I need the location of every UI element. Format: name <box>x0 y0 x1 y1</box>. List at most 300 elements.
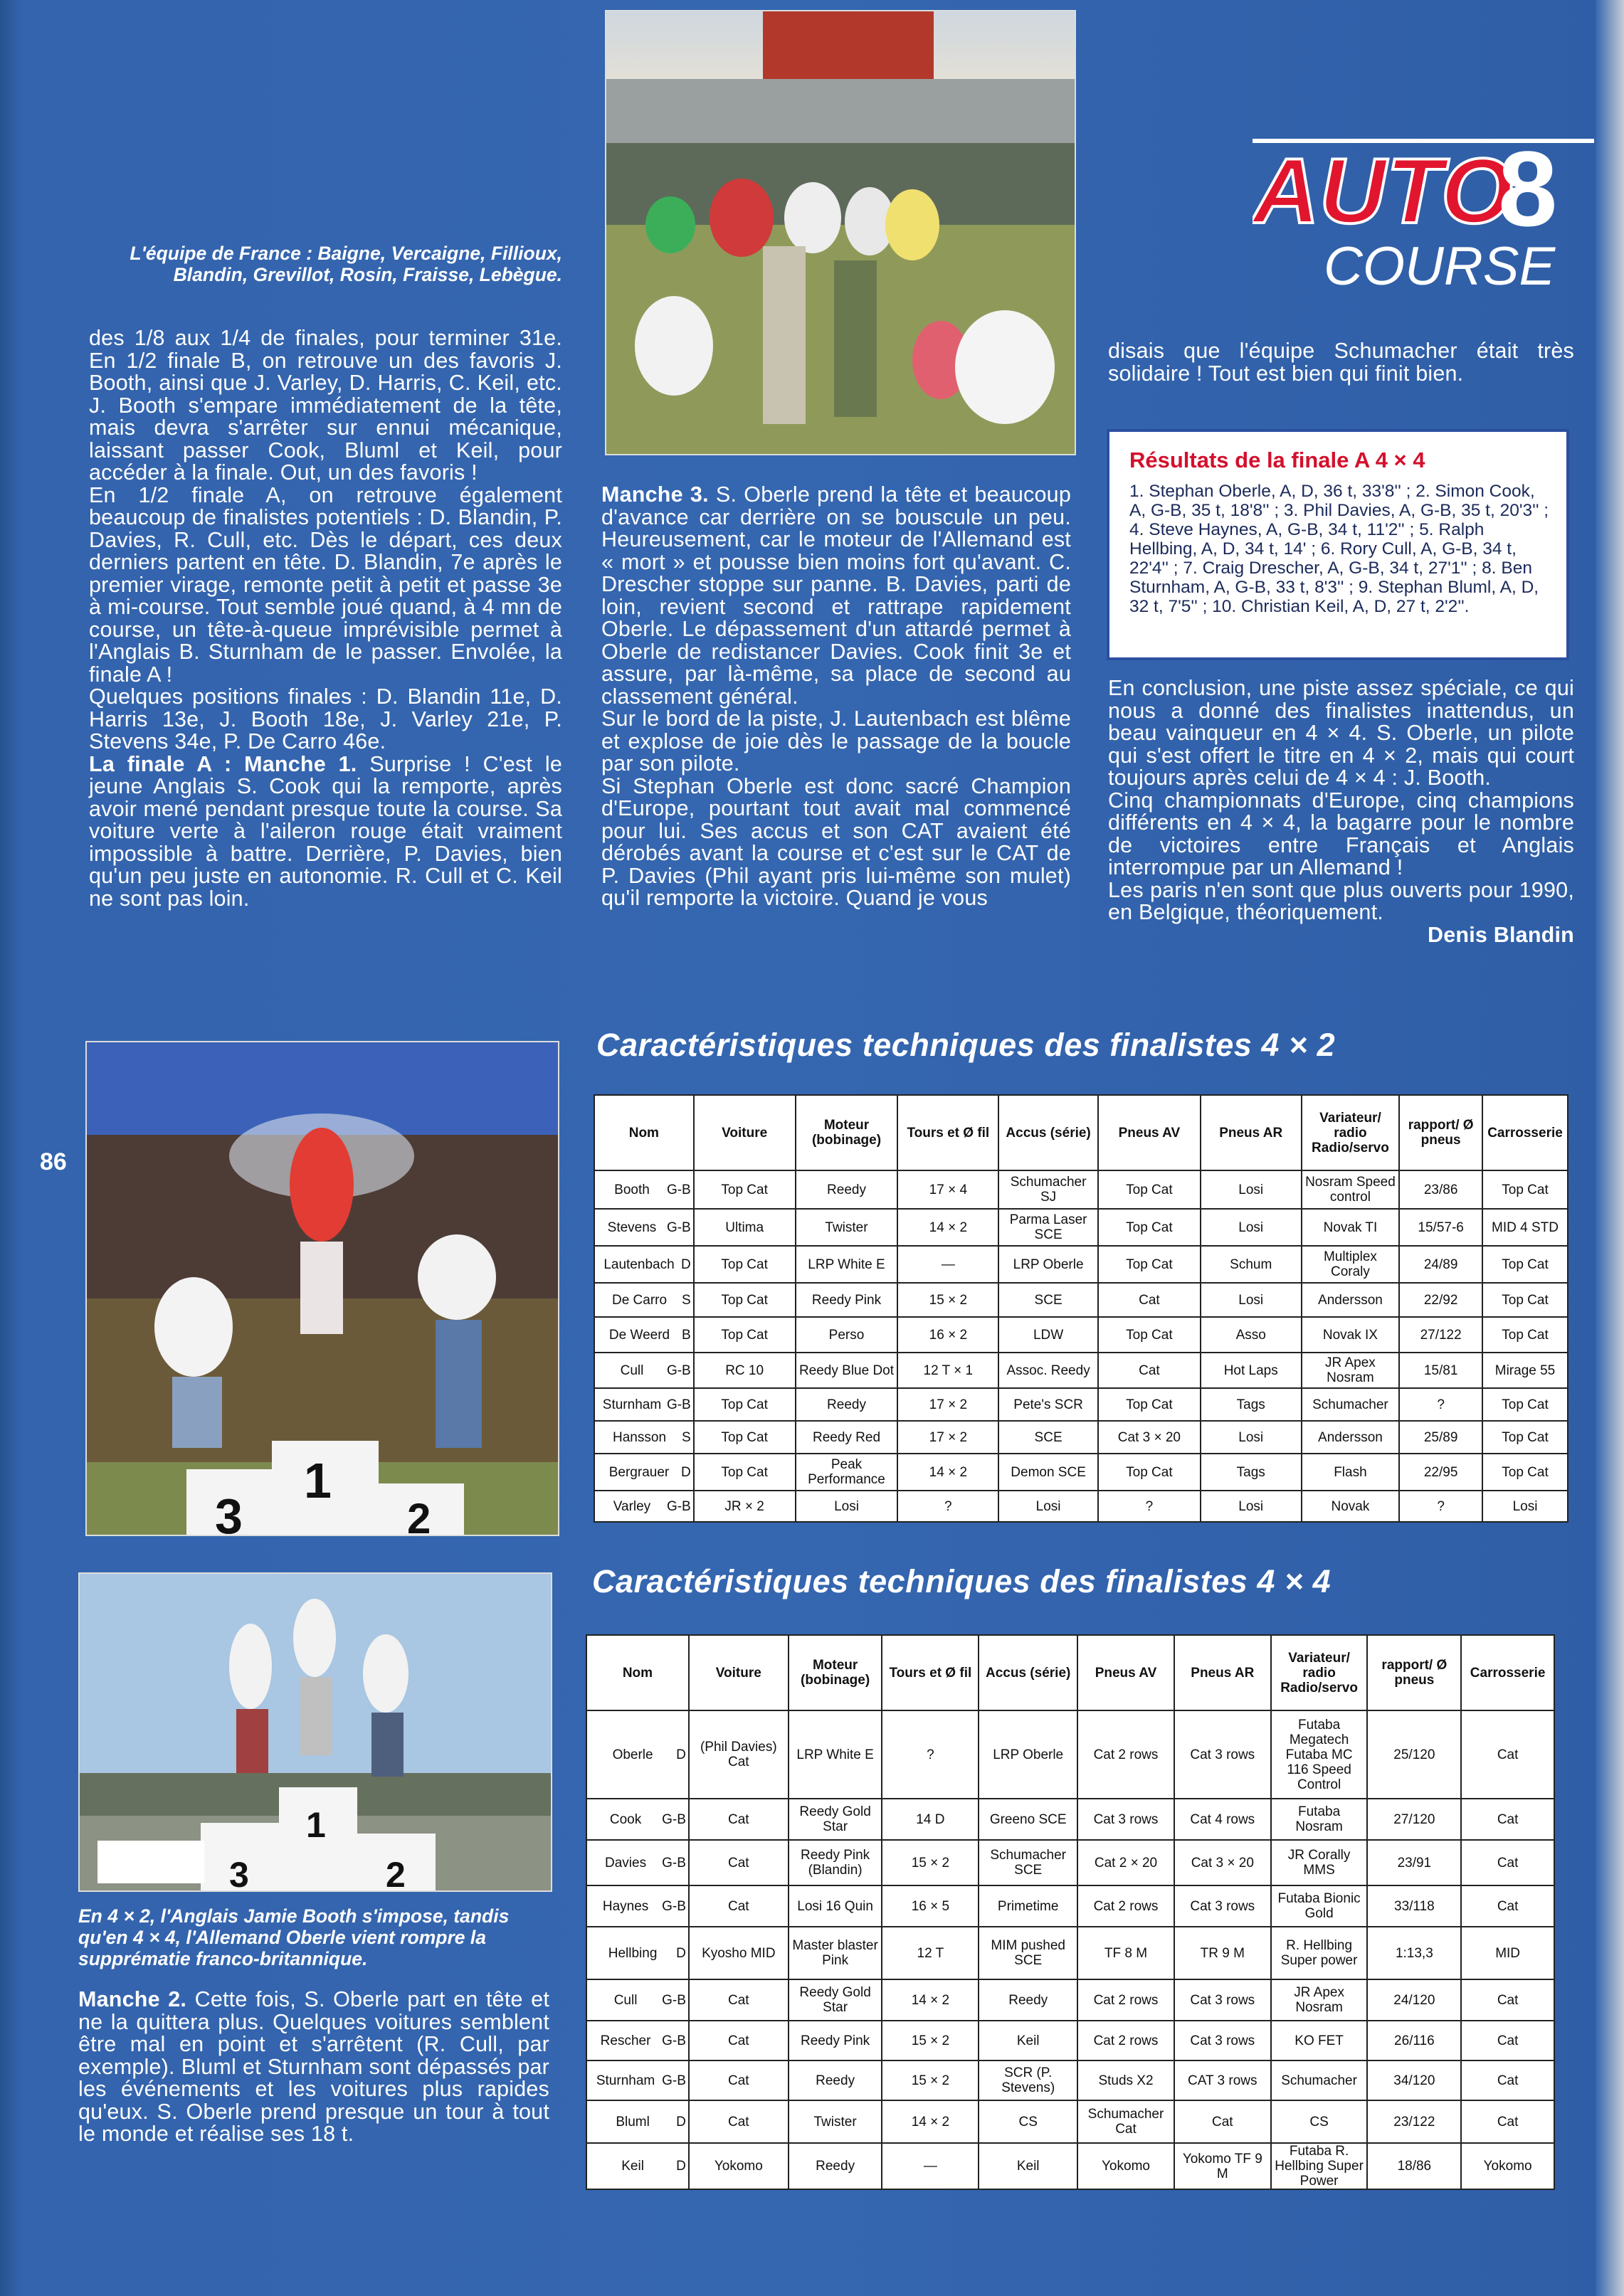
table-cell: Cat <box>1461 1885 1554 1927</box>
table-cell: Nosram Speed control <box>1302 1170 1400 1209</box>
table-cell: Futaba Nosram <box>1271 1799 1368 1840</box>
table-row <box>586 1927 1554 1979</box>
table-cell: Top Cat <box>694 1388 796 1421</box>
table-cell: Cat <box>689 1799 789 1840</box>
driver-country: G-B <box>666 1397 691 1412</box>
driver-name: De Carro <box>611 1292 668 1308</box>
manche3-heading: Manche 3. <box>601 482 709 507</box>
table-cell: LRP Oberle <box>979 1710 1077 1799</box>
table-cell: 23/86 <box>1399 1170 1482 1209</box>
table-cell: SCE <box>998 1283 1098 1317</box>
driver-name: Lautenbach <box>603 1257 675 1272</box>
table-cell: Cat <box>1461 2060 1554 2100</box>
table-cell: 22/95 <box>1399 1454 1482 1491</box>
driver-name: Booth <box>614 1182 650 1197</box>
finale-manche1-heading: La finale A : Manche 1. <box>89 751 357 776</box>
table-cell: CS <box>979 2100 1077 2143</box>
logo-course-text: COURSE <box>1324 236 1556 297</box>
table-cell: ? <box>897 1491 998 1522</box>
table-cell: Top Cat <box>1098 1388 1201 1421</box>
table-cell: Cat <box>1461 1979 1554 2021</box>
table-cell: JR × 2 <box>694 1491 796 1522</box>
table-tech-4x4 <box>586 1634 1555 2190</box>
table-cell: 27/120 <box>1367 1799 1461 1840</box>
article-col1-bottom <box>78 1989 549 2146</box>
table-cell: Top Cat <box>1482 1317 1568 1353</box>
driver-name: Davies <box>605 1855 647 1871</box>
driver-country: D <box>676 2159 686 2174</box>
driver-name: De Weerd <box>608 1327 670 1343</box>
para-manche2 <box>78 1989 549 2146</box>
driver-country: D <box>676 1945 686 1961</box>
table-cell: Cat <box>1461 2100 1554 2143</box>
table-cell: Primetime <box>979 1885 1077 1927</box>
table-cell: Cat 3 rows <box>1174 1885 1271 1927</box>
driver-name: Haynes <box>602 1898 649 1914</box>
table-cell: Master blaster Pink <box>789 1927 882 1979</box>
table-cell: Losi <box>1201 1491 1302 1522</box>
table-cell: LRP White E <box>789 1710 882 1799</box>
results-title: Résultats de la finale A 4 × 4 <box>1129 448 1425 472</box>
podium2-number-2: 2 <box>386 1855 406 1890</box>
table-cell: 18/86 <box>1367 2143 1461 2189</box>
caption-team-france: L'équipe de France : Baigne, Vercaigne, Fillioux, Blandin, Grevillot, Rosin, Fraisse, Lebègue. <box>130 243 562 285</box>
driver-name: Cull <box>613 1992 638 2008</box>
table-row <box>594 1388 1568 1421</box>
driver-name: Sturnham <box>596 2073 655 2088</box>
table-cell: 22/92 <box>1399 1283 1482 1317</box>
table-cell: Reedy Pink <box>789 2021 882 2060</box>
col-header: Pneus AR <box>1174 1635 1271 1710</box>
driver-country: D <box>680 1257 691 1272</box>
table-row <box>594 1491 1568 1522</box>
col-header: Nom <box>594 1095 694 1170</box>
cell-name <box>594 1388 694 1421</box>
driver-name: Cull <box>620 1363 644 1378</box>
table-cell: Cat <box>1098 1353 1201 1388</box>
col-header: Pneus AV <box>1098 1095 1201 1170</box>
table-cell: — <box>882 2143 979 2189</box>
table-tech-4x2 <box>594 1094 1568 1523</box>
table-cell: Tags <box>1201 1388 1302 1421</box>
cell-name <box>594 1170 694 1209</box>
table-cell: Top Cat <box>694 1170 796 1209</box>
col-header: Carrosserie <box>1482 1095 1568 1170</box>
table-row <box>594 1170 1568 1209</box>
driver-country: D <box>676 2114 686 2130</box>
cell-name <box>594 1209 694 1246</box>
table-cell: Top Cat <box>1098 1170 1201 1209</box>
table-cell: Top Cat <box>1482 1421 1568 1454</box>
table-cell: 23/122 <box>1367 2100 1461 2143</box>
cell-name <box>586 2021 689 2060</box>
results-box-finale-4x4 <box>1107 429 1569 660</box>
table-row <box>594 1353 1568 1388</box>
article-col2 <box>601 484 1071 910</box>
para-semifinal-b: des 1/8 aux 1/4 de finales, pour terminer 31e. En 1/2 finale B, on retrouve un des favoris J. Booth, ainsi que J. Varley, D. Harris, C. Keil, etc. J. Booth s'empare immédiatement de la tête, mais devra s'arrêter sur ennui mécanique, laissant passer Cook, Bluml et Keil, pour accéder à la finale. Out, un des favoris ! <box>89 326 562 485</box>
table-cell: JR Apex Nosram <box>1271 1979 1368 2021</box>
table-row <box>586 1885 1554 1927</box>
table-cell: SCR (P. Stevens) <box>979 2060 1077 2100</box>
auto8-course-logo <box>1253 139 1594 302</box>
driver-name: Sturnham <box>602 1397 662 1412</box>
para-champion: Si Stephan Oberle est donc sacré Champion d'Europe, pourtant tout avait mal commencé pour lui. Ses accus et son CAT avaient été dérobés avant la course et c'est sur le CAT de P. Davies (Phil ayant pris lui-même son mulet) qu'il remporte la victoire. Quand je vous <box>601 773 1071 910</box>
para-conclusion: En conclusion, une piste assez spéciale, ce qui nous a donné des finalistes inattendus, un beau vainqueur en 4 × 4. S. Oberle, un pilote qui s'est offert le titre en 4 × 2, mais qui court toujours après celui de 4 × 4 : J. Booth. <box>1108 676 1574 790</box>
photo-team-france <box>605 10 1076 455</box>
table-cell: 17 × 4 <box>897 1170 998 1209</box>
article-col3-top <box>1108 340 1574 385</box>
table-cell: KO FET <box>1271 2021 1368 2060</box>
col-header: rapport/ Ø pneus <box>1367 1635 1461 1710</box>
table-row <box>594 1421 1568 1454</box>
table-cell: TF 8 M <box>1077 1927 1174 1979</box>
table-cell: 24/89 <box>1399 1246 1482 1283</box>
table-cell: Multiplex Coraly <box>1302 1246 1400 1283</box>
table-cell: Losi <box>1201 1421 1302 1454</box>
cell-name <box>586 2060 689 2100</box>
table-cell: Cat <box>1461 2021 1554 2060</box>
table-cell: 12 T <box>882 1927 979 1979</box>
table-cell: Losi <box>1482 1491 1568 1522</box>
table-cell: Losi <box>998 1491 1098 1522</box>
table-cell: 16 × 5 <box>882 1885 979 1927</box>
table-cell: Top Cat <box>1098 1454 1201 1491</box>
table-cell: Novak <box>1302 1491 1400 1522</box>
table-cell: TR 9 M <box>1174 1927 1271 1979</box>
table-cell: Cat 3 × 20 <box>1174 1840 1271 1885</box>
table-cell: ? <box>1399 1491 1482 1522</box>
col-header: Accus (série) <box>998 1095 1098 1170</box>
table-cell: — <box>897 1246 998 1283</box>
table-cell: Cat <box>689 1840 789 1885</box>
table-cell: 16 × 2 <box>897 1317 998 1353</box>
cell-name <box>594 1454 694 1491</box>
table-cell: Schumacher Cat <box>1077 2100 1174 2143</box>
podium-number-1: 1 <box>304 1453 332 1508</box>
col-header: Moteur (bobinage) <box>789 1635 882 1710</box>
article-col1-top <box>89 327 562 910</box>
table-cell: Cat <box>689 2021 789 2060</box>
table-cell: Losi <box>1201 1170 1302 1209</box>
driver-name: Cook <box>609 1811 642 1827</box>
col-header: Variateur/ radio Radio/servo <box>1271 1635 1368 1710</box>
table-cell: Cat 3 rows <box>1174 1979 1271 2021</box>
driver-country: G-B <box>662 2073 686 2088</box>
table-4x2-header-row <box>594 1095 1568 1170</box>
caption-booth-oberle: En 4 × 2, l'Anglais Jamie Booth s'impose, tandis qu'en 4 × 4, l'Allemand Oberle vient rompre la supprématie franco-britannique. <box>78 1905 510 1969</box>
table-cell: 33/118 <box>1367 1885 1461 1927</box>
table-cell: Greeno SCE <box>979 1799 1077 1840</box>
table-cell: 15 × 2 <box>882 1840 979 1885</box>
table-cell: CAT 3 rows <box>1174 2060 1271 2100</box>
table-row <box>594 1454 1568 1491</box>
table-cell: Yokomo TF 9 M <box>1174 2143 1271 2189</box>
finale-manche1-text: Surprise ! C'est le jeune Anglais S. Cook qui la remporte, après avoir mené pendant presque toute la course. Sa voiture verte à l'aileron rouge était vraiment impossible à battre. Derrière, P. Davies, bien qu'un peu juste en autonomie. R. Cull et C. Keil ne sont pas loin. <box>89 751 562 911</box>
table-cell: Reedy <box>979 1979 1077 2021</box>
table-cell: Keil <box>979 2143 1077 2189</box>
col-header: Voiture <box>694 1095 796 1170</box>
table-cell: Cat <box>1461 1840 1554 1885</box>
table-cell: Keil <box>979 2021 1077 2060</box>
manche2-text: Cette fois, S. Oberle part en tête et ne la quittera plus. Quelques voitures semblent être mal en point et s'arrêtent (R. Cull, par exemple). Bluml et Sturnham sont dépassés par les événements et les voitures plus rapides qu'eux. S. Oberle prend presque un tour à tout le monde et réalise ses 18 t. <box>78 1987 549 2146</box>
table-cell: Reedy <box>796 1170 898 1209</box>
driver-country: G-B <box>666 1498 691 1514</box>
driver-country: G-B <box>662 1992 686 2008</box>
table-cell: Top Cat <box>694 1317 796 1353</box>
table-cell: Asso <box>1201 1317 1302 1353</box>
table-row <box>586 2143 1554 2189</box>
table-cell: Futaba R. Hellbing Super Power <box>1271 2143 1368 2189</box>
table-cell: LRP Oberle <box>998 1246 1098 1283</box>
table-cell: Top Cat <box>1482 1246 1568 1283</box>
table-cell: Pete's SCR <box>998 1388 1098 1421</box>
article-col3-bottom <box>1108 677 1574 946</box>
table-cell: Top Cat <box>1098 1209 1201 1246</box>
col-header: rapport/ Ø pneus <box>1399 1095 1482 1170</box>
table-cell: Top Cat <box>694 1283 796 1317</box>
para-final-positions: Quelques positions finales : D. Blandin 11e, D. Harris 13e, J. Booth 18e, J. Varley 21e, P. Stevens 34e, P. De Carro 46e. <box>89 684 562 753</box>
table-cell: Futaba Bionic Gold <box>1271 1885 1368 1927</box>
col-header: Nom <box>586 1635 689 1710</box>
table-cell: 1:13,3 <box>1367 1927 1461 1979</box>
table-cell: Reedy <box>796 1388 898 1421</box>
table-cell: ? <box>1098 1491 1201 1522</box>
page-number: 86 <box>40 1148 67 1175</box>
podium-number-2: 2 <box>407 1495 431 1535</box>
table-cell: Mirage 55 <box>1482 1353 1568 1388</box>
table-cell: (Phil Davies) Cat <box>689 1710 789 1799</box>
driver-name: Hellbing <box>608 1945 658 1961</box>
table-row <box>594 1317 1568 1353</box>
table-cell: Cat 3 × 20 <box>1098 1421 1201 1454</box>
driver-name: Varley <box>613 1498 651 1514</box>
table-row <box>586 1799 1554 1840</box>
table-cell: Futaba Megatech Futaba MC 116 Speed Control <box>1271 1710 1368 1799</box>
table-cell: MID 4 STD <box>1482 1209 1568 1246</box>
logo-auto-text: AUTO <box>1253 139 1513 243</box>
table-cell: Losi <box>1201 1209 1302 1246</box>
table-cell: Ultima <box>694 1209 796 1246</box>
table-cell: Kyosho MID <box>689 1927 789 1979</box>
manche2-heading: Manche 2. <box>78 1987 187 2011</box>
table-cell: Cat <box>1461 1710 1554 1799</box>
table-cell: Reedy Gold Star <box>789 1799 882 1840</box>
table-cell: Top Cat <box>694 1454 796 1491</box>
podium-number-3: 3 <box>215 1488 243 1535</box>
table-cell: Schumacher SCE <box>979 1840 1077 1885</box>
table-cell: Yokomo <box>689 2143 789 2189</box>
table-cell: Twister <box>796 1209 898 1246</box>
table-cell: Novak TI <box>1302 1209 1400 1246</box>
cell-name <box>594 1283 694 1317</box>
table-cell: Novak IX <box>1302 1317 1400 1353</box>
title-tech-4x4: Caractéristiques techniques des finalistes 4 × 4 <box>592 1563 1332 1599</box>
table-cell: Yokomo <box>1077 2143 1174 2189</box>
table-cell: 17 × 2 <box>897 1421 998 1454</box>
para-paris: Les paris n'en sont que plus ouverts pour 1990, en Belgique, théoriquement. <box>1108 877 1574 924</box>
cell-name <box>586 1927 689 1979</box>
driver-name: Bluml <box>616 2114 650 2130</box>
title-tech-4x2: Caractéristiques techniques des finalistes 4 × 2 <box>596 1027 1336 1063</box>
table-cell: Cat <box>689 1885 789 1927</box>
manche3-text: S. Oberle prend la tête et beaucoup d'avance car derrière on se bouscule un peu. Heureusement, car le moteur de l'Allemand est « mort » et pousse bien moins fort qu'avant. C. Drescher stoppe sur panne. B. Davies, parti de loin, revient second et rattrape rapidement Oberle. Le dépassement d'un attardé permet à Oberle de redistancer Davies. Cook finit 3e et assure, par là-même, sa place de second au classement général. <box>601 482 1071 709</box>
podium2-number-3: 3 <box>229 1855 249 1890</box>
table-cell: Cat 2 rows <box>1077 1979 1174 2021</box>
table-cell: 17 × 2 <box>897 1388 998 1421</box>
table-cell: Schumacher <box>1271 2060 1368 2100</box>
table-cell: 14 × 2 <box>882 1979 979 2021</box>
table-row <box>594 1283 1568 1317</box>
table-cell: Top Cat <box>694 1421 796 1454</box>
table-cell: Reedy Red <box>796 1421 898 1454</box>
table-cell: Cat 2 × 20 <box>1077 1840 1174 1885</box>
table-cell: Flash <box>1302 1454 1400 1491</box>
cell-name <box>586 2143 689 2189</box>
table-cell: Schumacher <box>1302 1388 1400 1421</box>
table-cell: 25/120 <box>1367 1710 1461 1799</box>
col-header: Carrosserie <box>1461 1635 1554 1710</box>
results-text: 1. Stephan Oberle, A, D, 36 t, 33'8'' ; 2. Simon Cook, A, G-B, 35 t, 18'8'' ; 3. Phil Davies, A, G-B, 35 t, 20'3'' ; 4. Steve Haynes, A, G-B, 34 t, 11'2'' ; 5. Ralph Hellbing, A, D, 34 t, 14' ; 6. Rory Cull, A, G-B, 34 t, 22'4'' ; 7. Craig Drescher, A, G-B, 34 t, 27'1'' ; 8. Ben Sturnham, A, G-B, 33 t, 8'3'' ; 9. Stephan Bluml, A, D, 32 t, 7'5'' ; 10. Christian Keil, A, D, 27 t, 2'2''. <box>1129 482 1549 616</box>
table-cell: Cat 4 rows <box>1174 1799 1271 1840</box>
table-cell: 12 T × 1 <box>897 1353 998 1388</box>
table-cell: Andersson <box>1302 1283 1400 1317</box>
table-cell: 15/57-6 <box>1399 1209 1482 1246</box>
table-cell: 14 × 2 <box>897 1209 998 1246</box>
table-cell: 14 × 2 <box>882 2100 979 2143</box>
table-cell: Reedy <box>789 2060 882 2100</box>
driver-name: Oberle <box>612 1747 653 1762</box>
table-row <box>586 1710 1554 1799</box>
cell-name <box>594 1317 694 1353</box>
driver-name: Bergrauer <box>608 1464 670 1480</box>
table-cell: RC 10 <box>694 1353 796 1388</box>
podium2-number-1: 1 <box>306 1805 326 1845</box>
para-five-championships: Cinq championnats d'Europe, cinq champions différents en 4 × 4, la bagarre pour le nombre de victoires entre Français et Anglais interrompue par un Allemand ! <box>1108 788 1574 879</box>
table-cell: ? <box>882 1710 979 1799</box>
driver-country: G-B <box>666 1363 691 1378</box>
driver-country: G-B <box>666 1220 691 1235</box>
table-cell: Cat 2 rows <box>1077 1885 1174 1927</box>
table-row <box>586 2021 1554 2060</box>
table-cell: CS <box>1271 2100 1368 2143</box>
table-row <box>586 2100 1554 2143</box>
photo-podium-champagne <box>85 1041 559 1536</box>
table-cell: LDW <box>998 1317 1098 1353</box>
driver-name: Stevens <box>607 1220 657 1235</box>
table-cell: Losi <box>1201 1283 1302 1317</box>
table-cell: 27/122 <box>1399 1317 1482 1353</box>
table-cell: Reedy Pink <box>796 1283 898 1317</box>
table-cell: Top Cat <box>1482 1170 1568 1209</box>
table-cell: Top Cat <box>1482 1454 1568 1491</box>
cell-name <box>586 1840 689 1885</box>
table-cell: Andersson <box>1302 1421 1400 1454</box>
table-cell: Top Cat <box>1098 1317 1201 1353</box>
table-cell: Cat <box>1461 1799 1554 1840</box>
table-cell: 15 × 2 <box>882 2021 979 2060</box>
para-manche3 <box>601 484 1071 708</box>
table-cell: Cat 3 rows <box>1174 1710 1271 1799</box>
driver-country: G-B <box>662 1898 686 1914</box>
col-header: Accus (série) <box>979 1635 1077 1710</box>
table-cell: Cat 3 rows <box>1077 1799 1174 1840</box>
col-header: Variateur/ radio Radio/servo <box>1302 1095 1400 1170</box>
cell-name <box>586 2100 689 2143</box>
driver-country: D <box>676 1747 686 1762</box>
table-cell: Parma Laser SCE <box>998 1209 1098 1246</box>
table-cell: Reedy Gold Star <box>789 1979 882 2021</box>
table-cell: Cat <box>1174 2100 1271 2143</box>
driver-country: G-B <box>662 1855 686 1871</box>
table-cell: JR Apex Nosram <box>1302 1353 1400 1388</box>
table-cell: ? <box>1399 1388 1482 1421</box>
table-cell: 14 × 2 <box>897 1454 998 1491</box>
author-signature: Denis Blandin <box>1428 922 1574 947</box>
table-cell: Cat <box>1098 1283 1201 1317</box>
driver-country: G-B <box>662 1811 686 1827</box>
para-finale-manche1 <box>89 753 562 911</box>
table-cell: Twister <box>789 2100 882 2143</box>
col-header: Voiture <box>689 1635 789 1710</box>
para-lautenbach: Sur le bord de la piste, J. Lautenbach est blême et explose de joie dès le passage de la boucle par son pilote. <box>601 707 1071 776</box>
table-cell: Studs X2 <box>1077 2060 1174 2100</box>
table-cell: Peak Performance <box>796 1454 898 1491</box>
driver-name: Hansson <box>613 1429 667 1445</box>
driver-name: Keil <box>621 2159 644 2174</box>
table-cell: Tags <box>1201 1454 1302 1491</box>
col-header: Tours et Ø fil <box>897 1095 998 1170</box>
col-header: Pneus AR <box>1201 1095 1302 1170</box>
table-cell: Cat 3 rows <box>1174 2021 1271 2060</box>
table-cell: Assoc. Reedy <box>998 1353 1098 1388</box>
col-header: Tours et Ø fil <box>882 1635 979 1710</box>
cell-name <box>586 1799 689 1840</box>
table-cell: MIM pushed SCE <box>979 1927 1077 1979</box>
table-cell: 34/120 <box>1367 2060 1461 2100</box>
table-cell: 24/120 <box>1367 1979 1461 2021</box>
table-cell: Perso <box>796 1317 898 1353</box>
table-cell: 25/89 <box>1399 1421 1482 1454</box>
table-cell: Top Cat <box>1482 1388 1568 1421</box>
table-row <box>594 1209 1568 1246</box>
col-header: Pneus AV <box>1077 1635 1174 1710</box>
table-row <box>594 1246 1568 1283</box>
table-cell: JR Corally MMS <box>1271 1840 1368 1885</box>
table-cell: 15 × 2 <box>882 2060 979 2100</box>
table-cell: Demon SCE <box>998 1454 1098 1491</box>
cell-name <box>594 1491 694 1522</box>
cell-name <box>594 1246 694 1283</box>
table-cell: Top Cat <box>694 1246 796 1283</box>
cell-name <box>594 1421 694 1454</box>
table-cell: Cat 2 rows <box>1077 2021 1174 2060</box>
table-cell: 23/91 <box>1367 1840 1461 1885</box>
table-cell: Reedy Pink (Blandin) <box>789 1840 882 1885</box>
driver-country: G-B <box>662 2033 686 2048</box>
logo-eight-text: 8 <box>1498 139 1558 248</box>
table-cell: Top Cat <box>1482 1283 1568 1317</box>
para-semifinal-a: En 1/2 finale A, on retrouve également beaucoup de finalistes potentiels : D. Blandin, P. Davies, R. Cull, etc. Dès le départ, ces deux derniers partent en tête. D. Blandin, 7e après le premier virage, remonte petit à petit et passe 3e à mi-course. Tout semble joué quand, à 4 mn de course, un tête-à-queue imprévisible permet à l'Anglais B. Sturnham de le passer. Envolée, la finale A ! <box>89 482 562 687</box>
table-cell: Yokomo <box>1461 2143 1554 2189</box>
table-cell: Cat 2 rows <box>1077 1710 1174 1799</box>
cell-name <box>586 1979 689 2021</box>
cell-name <box>594 1353 694 1388</box>
table-cell: 26/116 <box>1367 2021 1461 2060</box>
table-cell: Cat <box>689 2100 789 2143</box>
table-cell: SCE <box>998 1421 1098 1454</box>
driver-country: S <box>682 1429 691 1445</box>
para-schumacher: disais que l'équipe Schumacher était très solidaire ! Tout est bien qui finit bien. <box>1108 339 1574 386</box>
